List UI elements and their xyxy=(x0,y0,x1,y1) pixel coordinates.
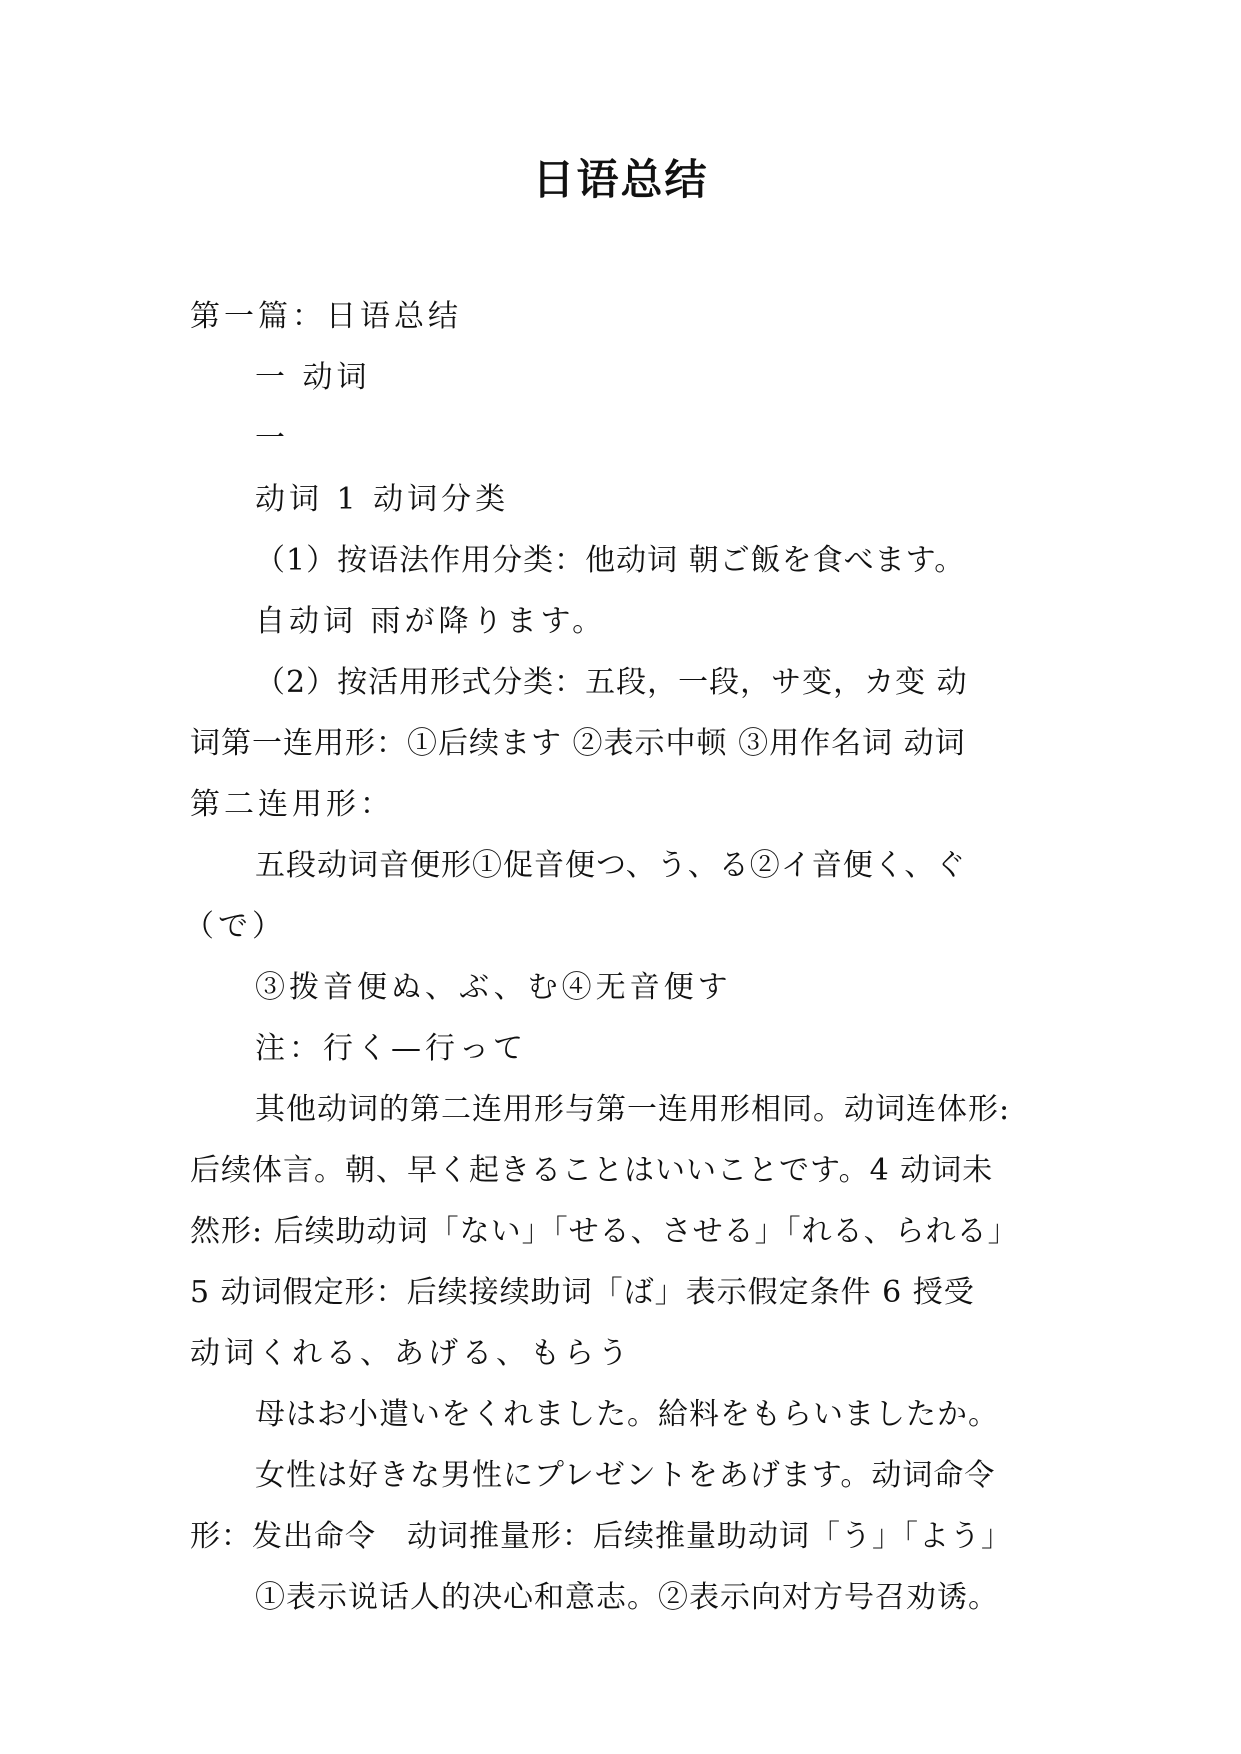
text-line: 5 动词假定形：后续接续助词「ば」表示假定条件 6 授受 xyxy=(190,1275,975,1310)
text-line: 注：行く—行って xyxy=(255,1031,527,1066)
text-line: 第二连用形： xyxy=(190,787,394,822)
text-line: ①表示说话人的决心和意志。②表示向对方号召劝诱。 xyxy=(255,1580,999,1615)
text-line: 动词 1 动词分类 xyxy=(255,482,510,517)
text-line: 动词くれる、あげる、もらう xyxy=(190,1336,632,1371)
text-line: （1）按语法作用分类：他动词 朝ご飯を食べます。 xyxy=(255,543,966,578)
text-line: 女性は好きな男性にプレゼントをあげます。动词命令 xyxy=(255,1458,996,1493)
text-line: 其他动词的第二连用形与第一连用形相同。动词连体形: xyxy=(255,1092,1011,1127)
text-line: （2）按活用形式分类：五段，一段，サ变，カ变 动 xyxy=(255,665,968,700)
text-line: 后续体言。朝、早く起きることはいいことです。4 动词未 xyxy=(190,1153,994,1188)
text-line: ③拨音便ぬ、ぶ、む④无音便す xyxy=(255,970,732,1005)
text-line: 第一篇：日语总结 xyxy=(190,299,462,334)
text-line: 一 动词 xyxy=(255,360,371,395)
text-line: 词第一连用形：①后续ます ②表示中顿 ③用作名词 动词 xyxy=(190,726,966,761)
text-line: 五段动词音便形①促音便つ、う、る②イ音便く、ぐ xyxy=(255,848,967,883)
text-line: 一 xyxy=(255,421,289,456)
text-line: 自动词 雨が降ります。 xyxy=(255,604,607,639)
text-line: （で） xyxy=(184,909,286,944)
text-line: 母はお小遣いをくれました。給料をもらいましたか。 xyxy=(255,1397,999,1432)
text-line: 形：发出命令 动词推量形：后续推量助动词「う」「よう」 xyxy=(190,1519,1012,1554)
document-title: 日语总结 xyxy=(532,155,709,204)
text-line: 然形: 后续助动词「ない」「せる、させる」「れる、られる」 xyxy=(190,1214,1019,1249)
document-body xyxy=(184,286,1050,1628)
